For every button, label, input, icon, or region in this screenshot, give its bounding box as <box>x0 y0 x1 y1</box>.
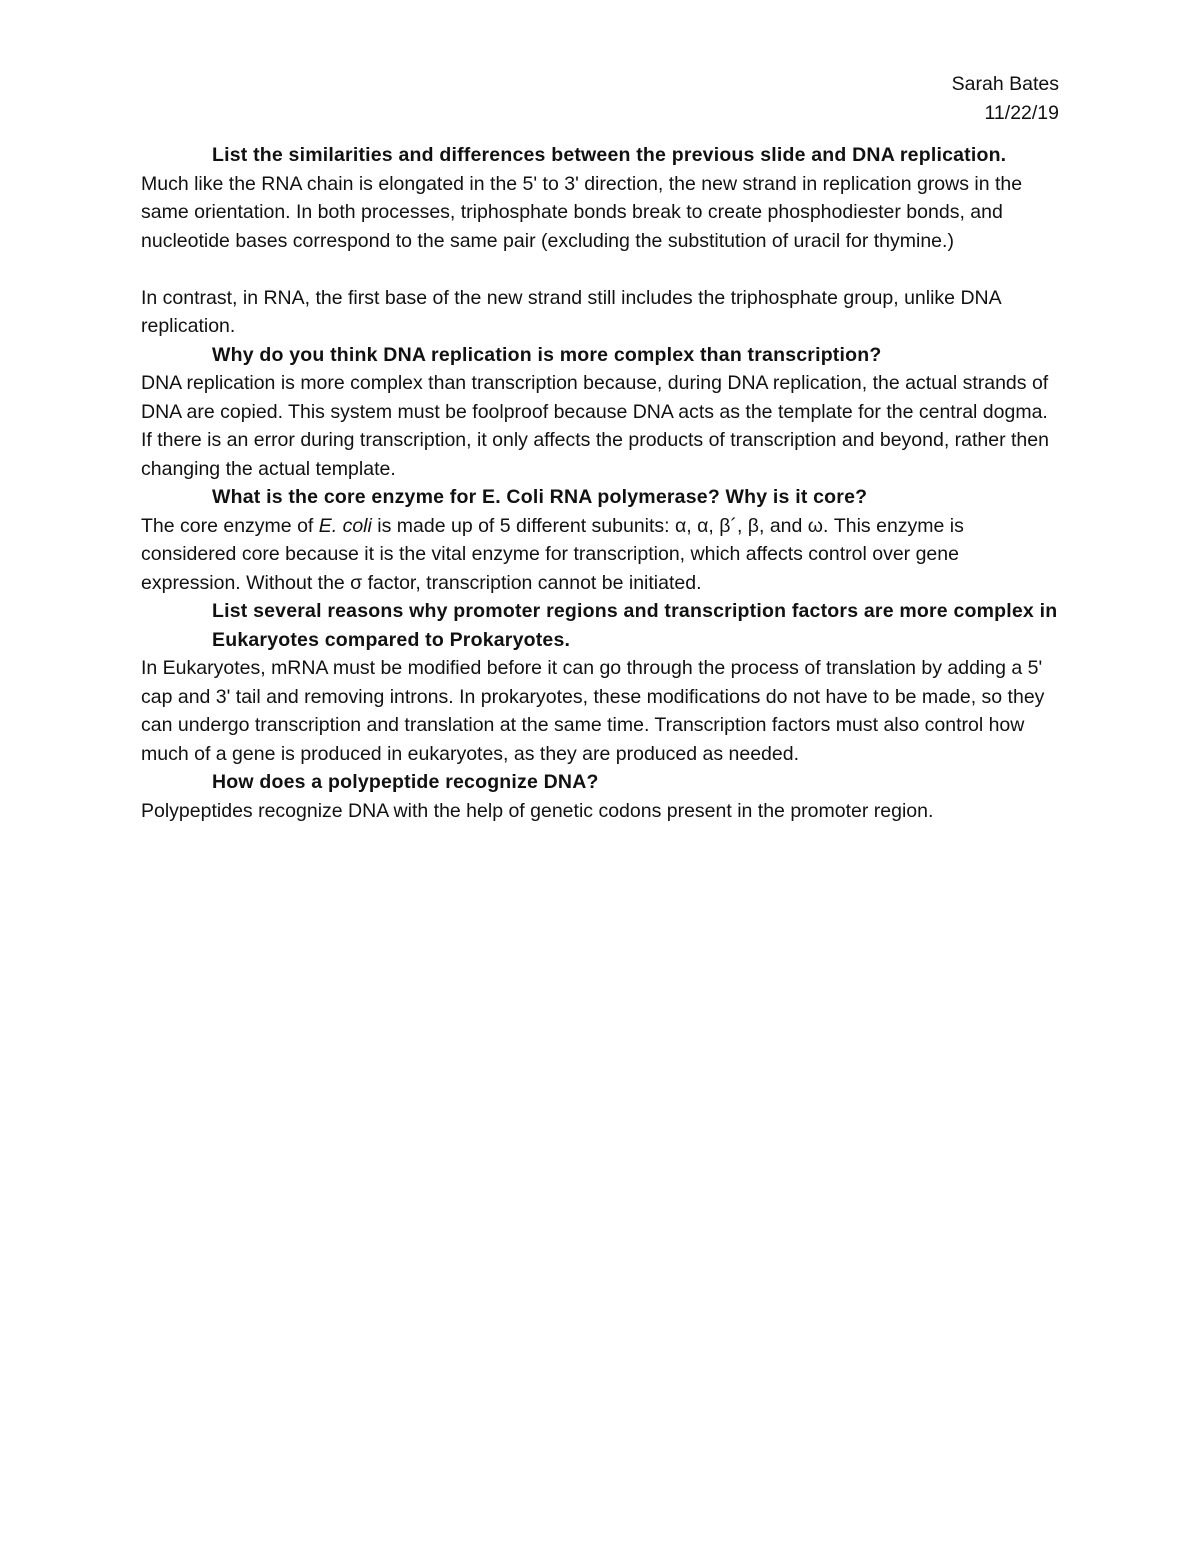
answer-1-paragraph-2: In contrast, in RNA, the first base of the new strand still includes the triphosphate group, unlike DNA replication. <box>141 286 1001 337</box>
answer-3-part-1: The core enzyme of <box>141 514 319 537</box>
answer-3-part-2: is made up of 5 different subunits: α, α, β´, β, and ω. This enzyme is considered core because it is the vital enzyme for transcription, which affects control over gene expression. Without the σ factor, transcription cannot be initiated. <box>141 514 964 594</box>
answer-2: DNA replication is more complex than transcription because, during DNA replication, the actual strands of DNA are copied. This system must be foolproof because DNA acts as the template for the central dogma. If there is an error during transcription, it only affects the products of transcription and beyond, rather then changing the actual template. <box>141 372 1049 480</box>
answer-3 <box>141 512 1061 598</box>
answer-3-species-name: E. coli <box>318 514 372 537</box>
document-header <box>952 70 1059 127</box>
question-5: How does a polypeptide recognize DNA? <box>212 771 599 793</box>
question-3: What is the core enzyme for E. Coli RNA polymerase? Why is it core? <box>212 486 868 508</box>
answer-4: In Eukaryotes, mRNA must be modified before it can go through the process of translation by adding a 5' cap and 3' tail and removing introns. In prokaryotes, these modifications do not have to be made, so they can undergo transcription and translation at the same time. Transcription factors must also control how much of a gene is produced in eukaryotes, as they are produced as needed. <box>141 657 1045 765</box>
paragraph-spacer <box>141 255 1061 284</box>
question-4: List several reasons why promoter regions and transcription factors are more complex in Eukaryotes compared to Prokaryotes. <box>212 600 1058 651</box>
question-2: Why do you think DNA replication is more complex than transcription? <box>212 343 882 366</box>
document-date: 11/22/19 <box>984 101 1059 124</box>
question-1: List the similarities and differences between the previous slide and DNA replication. <box>212 144 1007 166</box>
author-name: Sarah Bates <box>951 73 1059 95</box>
document-body <box>141 141 1061 825</box>
answer-5: Polypeptides recognize DNA with the help of genetic codons present in the promoter region. <box>141 799 934 822</box>
answer-1-paragraph-1: Much like the RNA chain is elongated in the 5' to 3' direction, the new strand in replication grows in the same orientation. In both processes, triphosphate bonds break to create phosphodiester bonds, and nucleotide bases correspond to the same pair (excluding the substitution of uracil for thymine.) <box>141 172 1023 252</box>
